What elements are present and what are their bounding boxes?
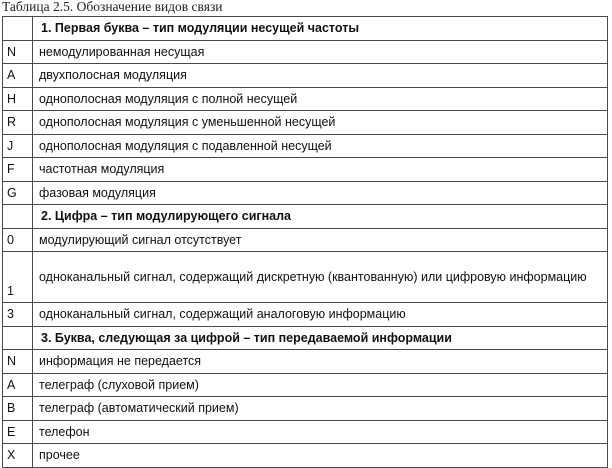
section-header-row xyxy=(3,17,608,41)
code-cell: 3 xyxy=(3,303,33,327)
description-cell: однополосная модуляция с уменьшенной несущей xyxy=(33,111,608,135)
description-cell: однополосная модуляция с полной несущей xyxy=(33,87,608,111)
code-cell: R xyxy=(3,111,33,135)
code-cell: A xyxy=(3,373,33,397)
description-cell: одноканальный сигнал, содержащий дискретную (квантованную) или цифровую информацию xyxy=(33,252,608,303)
table-row xyxy=(3,420,608,444)
section-title: 3. Буква, следующая за цифрой – тип передаваемой информации xyxy=(33,326,608,350)
code-cell: A xyxy=(3,64,33,88)
section-spacer-cell xyxy=(3,17,33,41)
emission-designation-table xyxy=(2,16,608,468)
table-row xyxy=(3,158,608,182)
section-spacer-cell xyxy=(3,205,33,229)
section-header-row xyxy=(3,326,608,350)
description-cell: телеграф (слуховой прием) xyxy=(33,373,608,397)
code-cell: N xyxy=(3,350,33,374)
table-row xyxy=(3,228,608,252)
description-cell: однополосная модуляция с подавленной несущей xyxy=(33,134,608,158)
table-row xyxy=(3,397,608,421)
code-cell: B xyxy=(3,397,33,421)
description-cell: фазовая модуляция xyxy=(33,181,608,205)
description-cell: телеграф (автоматический прием) xyxy=(33,397,608,421)
section-title: 1. Первая буква – тип модуляции несущей частоты xyxy=(33,17,608,41)
code-cell: F xyxy=(3,158,33,182)
section-spacer-cell xyxy=(3,326,33,350)
code-cell: H xyxy=(3,87,33,111)
code-cell: G xyxy=(3,181,33,205)
table-row xyxy=(3,87,608,111)
description-cell: немодулированная несущая xyxy=(33,40,608,64)
description-cell: информация не передается xyxy=(33,350,608,374)
table-row xyxy=(3,64,608,88)
table-row xyxy=(3,373,608,397)
table-row xyxy=(3,350,608,374)
description-cell: модулирующий сигнал отсутствует xyxy=(33,228,608,252)
code-cell: E xyxy=(3,420,33,444)
table-row xyxy=(3,444,608,468)
description-cell: одноканальный сигнал, содержащий аналоговую информацию xyxy=(33,303,608,327)
table-row xyxy=(3,252,608,303)
code-cell: 1 xyxy=(3,252,33,303)
code-cell: N xyxy=(3,40,33,64)
description-cell: прочее xyxy=(33,444,608,468)
description-cell: двухполосная модуляция xyxy=(33,64,608,88)
table-row xyxy=(3,181,608,205)
section-header-row xyxy=(3,205,608,229)
table-row xyxy=(3,40,608,64)
code-cell: 0 xyxy=(3,228,33,252)
table-caption: Таблица 2.5. Обозначение видов связи xyxy=(2,0,223,14)
table-row xyxy=(3,111,608,135)
section-title: 2. Цифра – тип модулирующего сигнала xyxy=(33,205,608,229)
table-row xyxy=(3,134,608,158)
table-row xyxy=(3,303,608,327)
code-cell: X xyxy=(3,444,33,468)
code-cell: J xyxy=(3,134,33,158)
description-cell: телефон xyxy=(33,420,608,444)
description-cell: частотная модуляция xyxy=(33,158,608,182)
